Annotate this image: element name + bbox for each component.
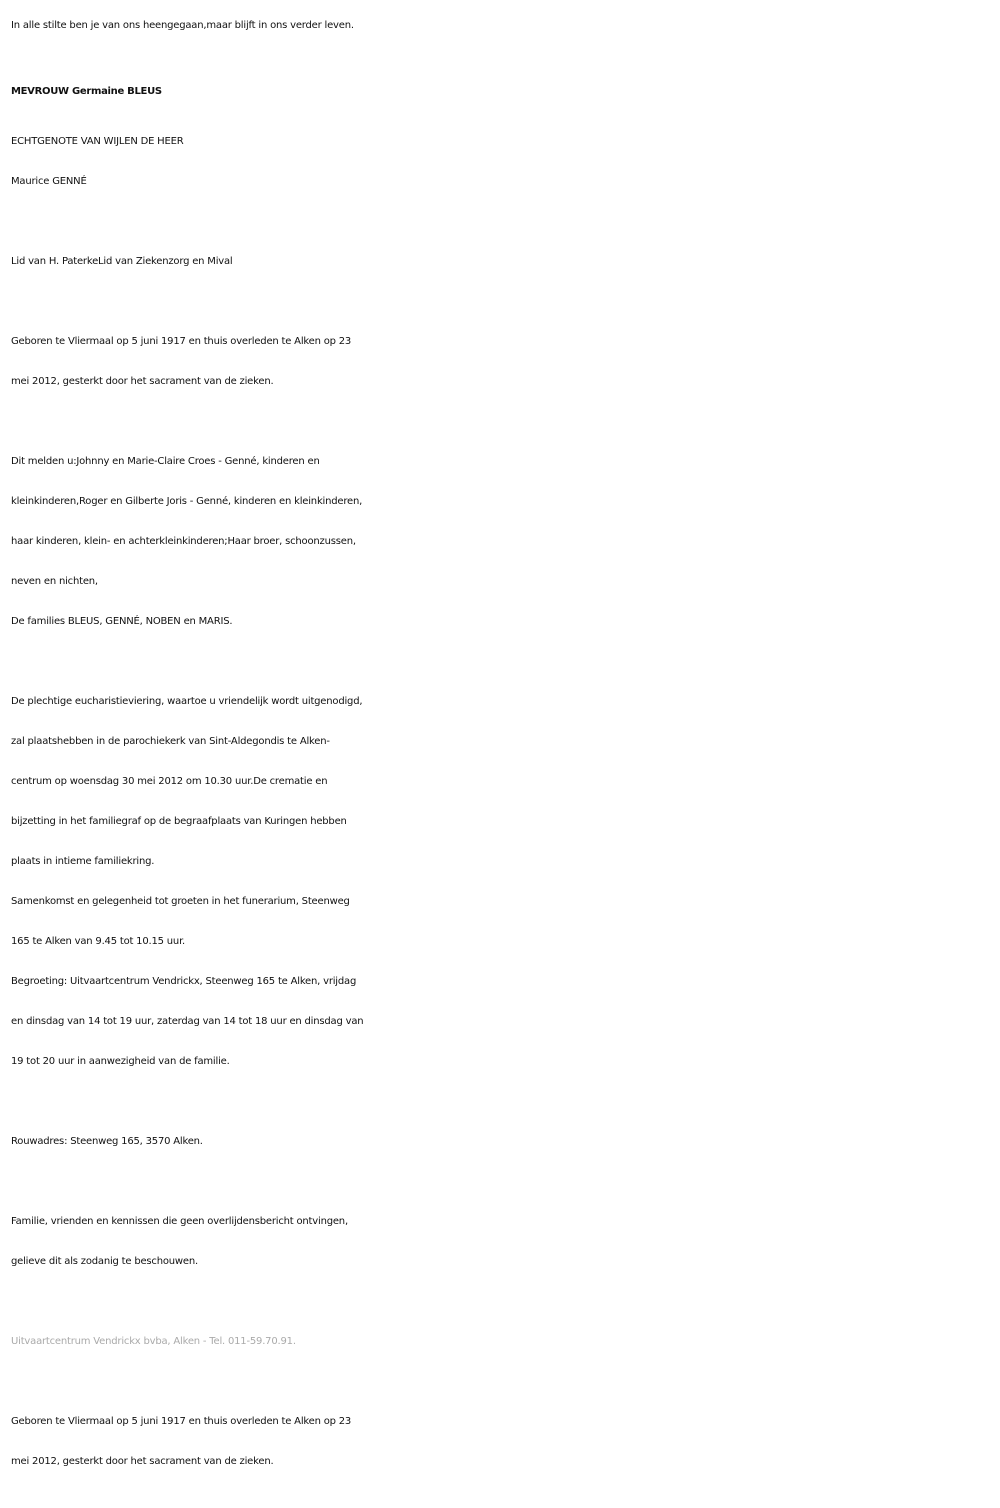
announcers-line: Dit melden u:Johnny en Marie-Claire Croes - Genné, kinderen en: [11, 456, 320, 467]
ceremony-line: en dinsdag van 14 tot 19 uur, zaterdag van 14 tot 18 uur en dinsdag van: [11, 1016, 364, 1027]
spacer: [11, 642, 991, 682]
obituary-notice: [11, 0, 991, 1482]
ceremony-line: 165 te Alken van 9.45 tot 10.15 uur.: [11, 936, 186, 947]
birth-death-line: Geboren te Vliermaal op 5 juni 1917 en thuis overleden te Alken op 23: [11, 336, 352, 347]
intro-verse: In alle stilte ben je van ons heengegaan,maar blijft in ons verder leven.: [11, 20, 354, 31]
spouse-line: ECHTGENOTE VAN WIJLEN DE HEER: [11, 136, 184, 147]
ceremony-line: De plechtige eucharistieviering, waartoe u vriendelijk wordt uitgenodigd,: [11, 696, 363, 707]
ceremony-line: plaats in intieme familiekring.: [11, 856, 155, 867]
spacer: [11, 1162, 991, 1202]
notice-line: gelieve dit als zodanig te beschouwen.: [11, 1256, 198, 1267]
spacer: [11, 1282, 991, 1322]
funeral-home-credit: Uitvaartcentrum Vendrickx bvba, Alken - Tel. 011-59.70.91.: [11, 1336, 296, 1347]
deceased-name: MEVROUW Germaine BLEUS: [11, 86, 162, 97]
birth-death-line: mei 2012, gesterkt door het sacrament van de zieken.: [11, 376, 274, 387]
spouse-line: Maurice GENNÉ: [11, 176, 87, 187]
announcers-line: neven en nichten,: [11, 576, 98, 587]
notice-block: [11, 1202, 991, 1282]
ceremony-line: bijzetting in het familiegraf op de begraafplaats van Kuringen hebben: [11, 816, 347, 827]
birth-death-repeat-block: [11, 1402, 991, 1482]
announcers-line: kleinkinderen,Roger en Gilberte Joris - Genné, kinderen en kleinkinderen,: [11, 496, 363, 507]
mourning-address: Rouwadres: Steenweg 165, 3570 Alken.: [11, 1136, 203, 1147]
birth-death-line: mei 2012, gesterkt door het sacrament van de zieken.: [11, 1456, 274, 1467]
spouse-block: [11, 122, 991, 202]
spacer: [11, 202, 991, 242]
spacer: [11, 282, 991, 322]
ceremony-line: Begroeting: Uitvaartcentrum Vendrickx, Steenweg 165 te Alken, vrijdag: [11, 976, 357, 987]
spacer: [11, 402, 991, 442]
ceremony-line: 19 tot 20 uur in aanwezigheid van de familie.: [11, 1056, 230, 1067]
announcers-block: [11, 442, 991, 642]
birth-death-line: Geboren te Vliermaal op 5 juni 1917 en thuis overleden te Alken op 23: [11, 1416, 352, 1427]
notice-line: Familie, vrienden en kennissen die geen overlijdensbericht ontvingen,: [11, 1216, 348, 1227]
ceremony-line: Samenkomst en gelegenheid tot groeten in het funerarium, Steenweg: [11, 896, 350, 907]
birth-death-block: [11, 322, 991, 402]
announcers-line: haar kinderen, klein- en achterkleinkinderen;Haar broer, schoonzussen,: [11, 536, 356, 547]
ceremony-line: centrum op woensdag 30 mei 2012 om 10.30 uur.De crematie en: [11, 776, 328, 787]
ceremony-line: zal plaatshebben in de parochiekerk van Sint-Aldegondis te Alken-: [11, 736, 330, 747]
ceremony-block: [11, 682, 991, 1082]
membership-line: Lid van H. PaterkeLid van Ziekenzorg en Mival: [11, 256, 233, 267]
spacer: [11, 1362, 991, 1402]
spacer: [11, 1082, 991, 1122]
announcers-line: De families BLEUS, GENNÉ, NOBEN en MARIS.: [11, 616, 233, 627]
